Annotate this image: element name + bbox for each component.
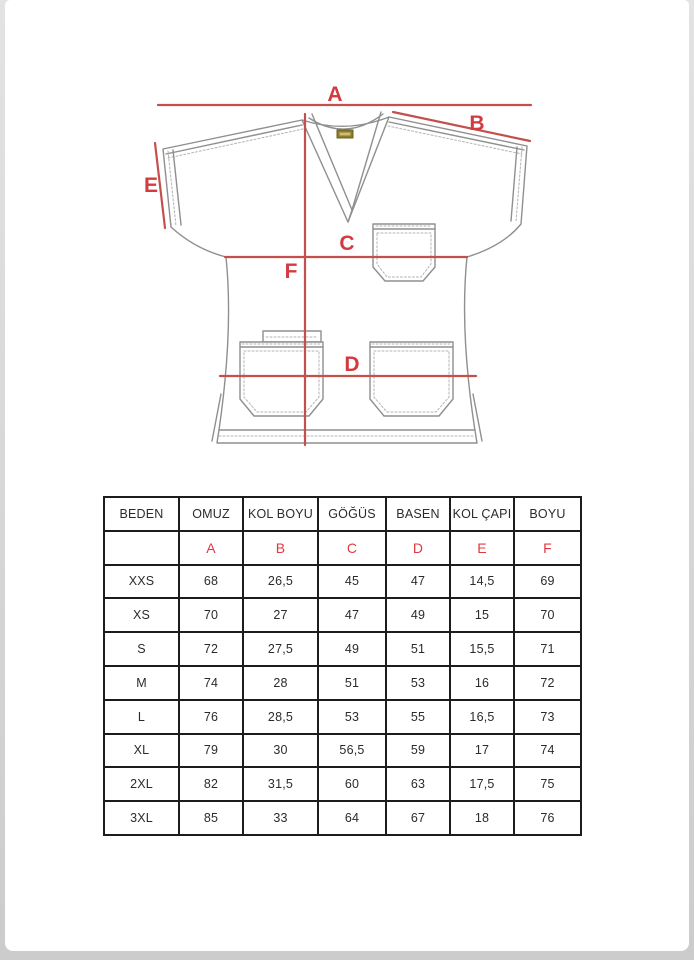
header-cell-gogus: GÖĞÜS bbox=[318, 497, 386, 531]
value-cell: 31,5 bbox=[243, 767, 318, 801]
value-cell: 59 bbox=[386, 734, 450, 768]
value-cell: 18 bbox=[450, 801, 514, 835]
value-cell: 51 bbox=[318, 666, 386, 700]
value-cell: 27,5 bbox=[243, 632, 318, 666]
value-cell: 16 bbox=[450, 666, 514, 700]
scrub-top-outline bbox=[163, 112, 527, 443]
value-cell: 85 bbox=[179, 801, 243, 835]
value-cell: 74 bbox=[179, 666, 243, 700]
value-cell: 26,5 bbox=[243, 565, 318, 599]
value-cell: 17 bbox=[450, 734, 514, 768]
size-row-xxs bbox=[104, 565, 581, 599]
value-cell: 73 bbox=[514, 700, 581, 734]
letter-cell-c: C bbox=[318, 531, 386, 565]
value-cell: 70 bbox=[179, 598, 243, 632]
value-cell: 63 bbox=[386, 767, 450, 801]
measure-label-e: E bbox=[143, 174, 159, 197]
value-cell: 68 bbox=[179, 565, 243, 599]
header-cell-beden: BEDEN bbox=[104, 497, 179, 531]
value-cell: 15 bbox=[450, 598, 514, 632]
value-cell: 72 bbox=[179, 632, 243, 666]
value-cell: 49 bbox=[386, 598, 450, 632]
value-cell: 49 bbox=[318, 632, 386, 666]
value-cell: 72 bbox=[514, 666, 581, 700]
lower-right-pocket bbox=[370, 342, 453, 416]
size-cell: L bbox=[104, 700, 179, 734]
value-cell: 16,5 bbox=[450, 700, 514, 734]
value-cell: 51 bbox=[386, 632, 450, 666]
size-cell: XXS bbox=[104, 565, 179, 599]
size-row-xl bbox=[104, 734, 581, 768]
value-cell: 82 bbox=[179, 767, 243, 801]
value-cell: 69 bbox=[514, 565, 581, 599]
value-cell: 27 bbox=[243, 598, 318, 632]
lower-left-pocket bbox=[240, 331, 323, 416]
value-cell: 45 bbox=[318, 565, 386, 599]
value-cell: 53 bbox=[386, 666, 450, 700]
value-cell: 76 bbox=[514, 801, 581, 835]
measure-label-c: C bbox=[339, 232, 355, 255]
size-cell: 2XL bbox=[104, 767, 179, 801]
size-row-xs bbox=[104, 598, 581, 632]
size-row-s bbox=[104, 632, 581, 666]
size-row-l bbox=[104, 700, 581, 734]
value-cell: 47 bbox=[386, 565, 450, 599]
header-cell-basen: BASEN bbox=[386, 497, 450, 531]
header-cell-kol-boyu: KOL BOYU bbox=[243, 497, 318, 531]
size-table-container bbox=[103, 496, 582, 836]
letter-cell-blank bbox=[104, 531, 179, 565]
value-cell: 79 bbox=[179, 734, 243, 768]
value-cell: 15,5 bbox=[450, 632, 514, 666]
value-cell: 70 bbox=[514, 598, 581, 632]
value-cell: 14,5 bbox=[450, 565, 514, 599]
letter-cell-a: A bbox=[179, 531, 243, 565]
value-cell: 55 bbox=[386, 700, 450, 734]
value-cell: 60 bbox=[318, 767, 386, 801]
size-cell: XL bbox=[104, 734, 179, 768]
column-letter-row bbox=[104, 531, 581, 565]
size-chart-table bbox=[103, 496, 582, 836]
measure-label-d: D bbox=[344, 353, 360, 376]
measure-label-a: A bbox=[327, 83, 343, 106]
neck-label-tag bbox=[337, 130, 353, 138]
size-row-m bbox=[104, 666, 581, 700]
size-row-2xl bbox=[104, 767, 581, 801]
value-cell: 56,5 bbox=[318, 734, 386, 768]
size-row-3xl bbox=[104, 801, 581, 835]
value-cell: 28,5 bbox=[243, 700, 318, 734]
value-cell: 76 bbox=[179, 700, 243, 734]
value-cell: 33 bbox=[243, 801, 318, 835]
value-cell: 17,5 bbox=[450, 767, 514, 801]
value-cell: 75 bbox=[514, 767, 581, 801]
letter-cell-f: F bbox=[514, 531, 581, 565]
chest-pocket bbox=[373, 224, 435, 281]
size-cell: XS bbox=[104, 598, 179, 632]
value-cell: 53 bbox=[318, 700, 386, 734]
table-header-row bbox=[104, 497, 581, 531]
value-cell: 71 bbox=[514, 632, 581, 666]
size-cell: 3XL bbox=[104, 801, 179, 835]
value-cell: 28 bbox=[243, 666, 318, 700]
value-cell: 47 bbox=[318, 598, 386, 632]
header-cell-omuz: OMUZ bbox=[179, 497, 243, 531]
size-cell: S bbox=[104, 632, 179, 666]
header-cell-boyu: BOYU bbox=[514, 497, 581, 531]
letter-cell-b: B bbox=[243, 531, 318, 565]
size-cell: M bbox=[104, 666, 179, 700]
value-cell: 67 bbox=[386, 801, 450, 835]
value-cell: 74 bbox=[514, 734, 581, 768]
header-cell-kol-capi: KOL ÇAPI bbox=[450, 497, 514, 531]
letter-cell-e: E bbox=[450, 531, 514, 565]
measure-label-b: B bbox=[469, 112, 485, 135]
measure-label-f: F bbox=[284, 260, 298, 283]
letter-cell-d: D bbox=[386, 531, 450, 565]
value-cell: 64 bbox=[318, 801, 386, 835]
value-cell: 30 bbox=[243, 734, 318, 768]
